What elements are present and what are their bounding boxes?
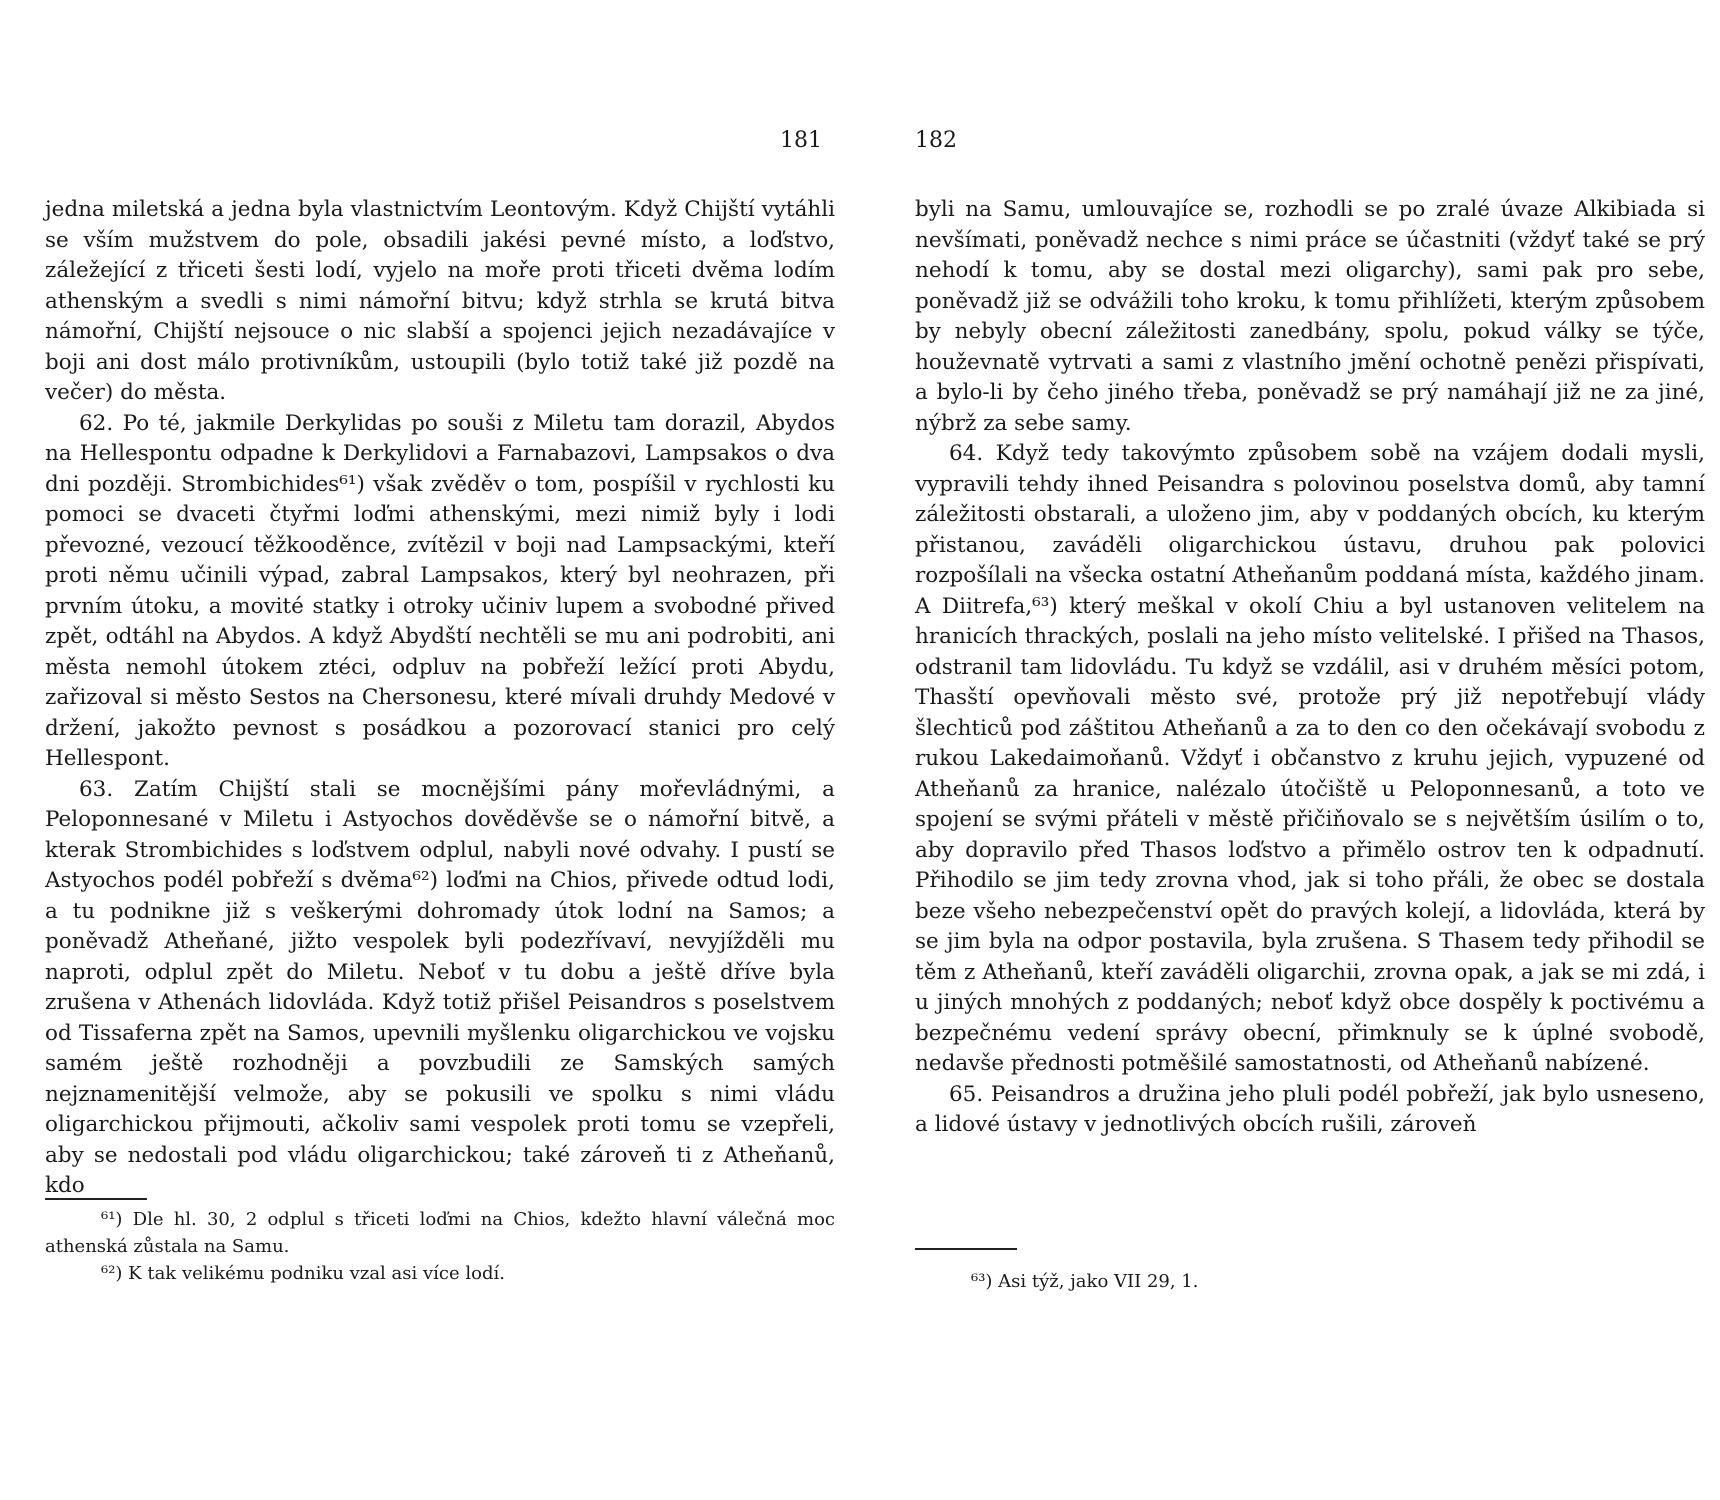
footnote-rule (45, 1198, 147, 1200)
body-text (45, 195, 835, 1202)
paragraph: 62. Po té, jakmile Derkylidas po souši z Miletu tam dorazil, Abydos na Hellespontu odpadne k Derkylidovi a Farnabazovi, Lampsakos o dva dni později. Strombichides⁶¹) však zvěděv o tom, pospíšil v rychlosti ku pomoci se dvaceti čtyřmi loďmi athenskými, mezi nimiž byly i lodi převozné, vezoucí těžkooděnce, zvítězil v boji nad Lampsackými, kteří proti němu učinili výpad, zabral Lampsakos, který byl neohrazen, při prvním útoku, a movité statky i otroky učiniv lupem a svobodné přived zpět, odtáhl na Abydos. A když Abydští nechtěli se mu ani podrobiti, ani města nemohl útokem ztéci, odpluv na pobřeží ležící proti Abydu, zařizoval si město Sestos na Chersonesu, které mívali druhdy Medové v držení, jakožto pevnost s posádkou a pozorovací stanici pro celý Hellespont. (45, 410, 835, 771)
footnotes (915, 1268, 1705, 1295)
footnote-rule (915, 1248, 1017, 1250)
footnotes (45, 1206, 835, 1287)
footnote: ⁶³) Asi týž, jako VII 29, 1. (971, 1271, 1199, 1292)
page-number: 182 (915, 128, 957, 153)
paragraph: 65. Peisandros a družina jeho pluli podél pobřeží, jak bylo usneseno, a lidové ústavy v jednotlivých obcích rušili, zároveň (915, 1081, 1705, 1137)
body-text (915, 195, 1705, 1141)
paragraph: 64. Když tedy takovýmto způsobem sobě na vzájem dodali mysli, vypravili tehdy ihned Peisandra s polovinou poselstva domů, aby tamní záležitosti obstarali, a uloženo jim, aby v poddaných obcích, ku kterým přistanou, zaváděli oligarchickou ústavu, druhou pak polovici rozpošílali na všecka ostatní Atheňanům poddaná místa, každého jinam. A Diitrefa,⁶³) který meškal v okolí Chiu a byl ustanoven velitelem na hranicích thrackých, poslali na jeho místo velitelské. I přišed na Thasos, odstranil tam lidovládu. Tu když se vzdálil, asi v druhém měsíci potom, Thasští opevňovali město své, protože prý již nepotřebují vlády šlechticů pod záštitou Atheňanů a za to den co den očekávají svobodu z rukou Lakedaimoňanů. Vždyť i občanstvo z kruhu jejich, vypuzené od Atheňanů za hranice, nalézalo útočiště u Peloponnesanů, a toto ve spojení se svými přáteli v městě přičiňovalo se s největším úsilím o to, aby dopravilo před Thasos loďstvo a přimělo ostrov ten k odpadnutí. Přihodilo se jim tedy zrovna vhod, jak si toho přáli, že obec se dostala beze všeho nebezpečenství opět do pravých kolejí, a lidovláda, která by se jim byla na odpor postavila, byla zrušena. S Thasem tedy přihodil se těm z Atheňanů, kteří zaváděli oligarchii, zrovna opak, a jak se mi zdá, i u jiných mnohých z poddaných; neboť když obce dospěly k poctivému a bezpečnému vedení správy obecní, přimknuly se k úplné svobodě, nedavše přednosti potměšilé samostatnosti, od Atheňanů nabízené. (915, 441, 1705, 1076)
paragraph: byli na Samu, umlouvajíce se, rozhodli se po zralé úvaze Alkibiada si nevšímati, poněvadž nechce s nimi práce se účastniti (vždyť také se prý nehodí k tomu, aby se dostal mezi oligarchy), sami pak pro sebe, poněvadž již se odvážili toho kroku, k tomu přihlížeti, kterým způsobem by nebyly obecní záležitosti zanedbány, spolu, pokud války se týče, houževnatě vytrvati a sami z vlastního jmění ochotně penězi přispívati, a bylo-li by čeho jiného třeba, poněvadž se prý namáhají již ne za jiné, nýbrž za sebe samy. (915, 197, 1705, 436)
right-page (915, 0, 1705, 1500)
paragraph: jedna miletská a jedna byla vlastnictvím Leontovým. Když Chijští vytáhli se vším mužstvem do pole, obsadili jakési pevné místo, a loďstvo, záležející z třiceti šesti lodí, vyjelo na moře proti třiceti dvěma lodím athenským a svedli s nimi námořní bitvu; když strhla se krutá bitva námořní, Chijští nejsouce o nic slabší a spojenci jejich nezadávajíce v boji ani dost málo protivníkům, ustoupili (bylo totiž také již pozdě na večer) do města. (45, 197, 835, 405)
left-page (45, 0, 835, 1500)
footnote: ⁶¹) Dle hl. 30, 2 odplul s třiceti loďmi na Chios, kdežto hlavní válečná moc athenská zůstala na Samu. (45, 1209, 835, 1257)
paragraph: 63. Zatím Chijští stali se mocnějšími pány mořevládnými, a Peloponnesané v Miletu i Astyochos dověděvše se o námořní bitvě, a kterak Strombichides s loďstvem odplul, nabyli nové odvahy. I pustí se Astyochos podél pobřeží s dvěma⁶²) loďmi na Chios, přivede odtud lodi, a tu podnikne již s veškerými dohromady útok lodní na Samos; a poněvadž Atheňané, jižto vespolek byli podezřívaví, nevyjížděli mu naproti, odplul zpět do Miletu. Neboť v tu dobu a ještě dříve byla zrušena v Athenách lidovláda. Když totiž přišel Peisandros s poselstvem od Tissaferna zpět na Samos, upevnili myšlenku oligarchickou ve vojsku samém ještě rozhodněji a povzbudili ze Samských samých nejznamenitější velmože, aby se pokusili ve spolku s nimi vládu oligarchickou přijmouti, ačkoliv sami vespolek proti tomu se vzepřeli, aby se nedostali pod vládu oligarchickou; také zároveň ti z Atheňanů, kdo (45, 776, 835, 1198)
footnote: ⁶²) K tak velikému podniku vzal asi více lodí. (101, 1263, 505, 1284)
page-number: 181 (780, 128, 822, 153)
